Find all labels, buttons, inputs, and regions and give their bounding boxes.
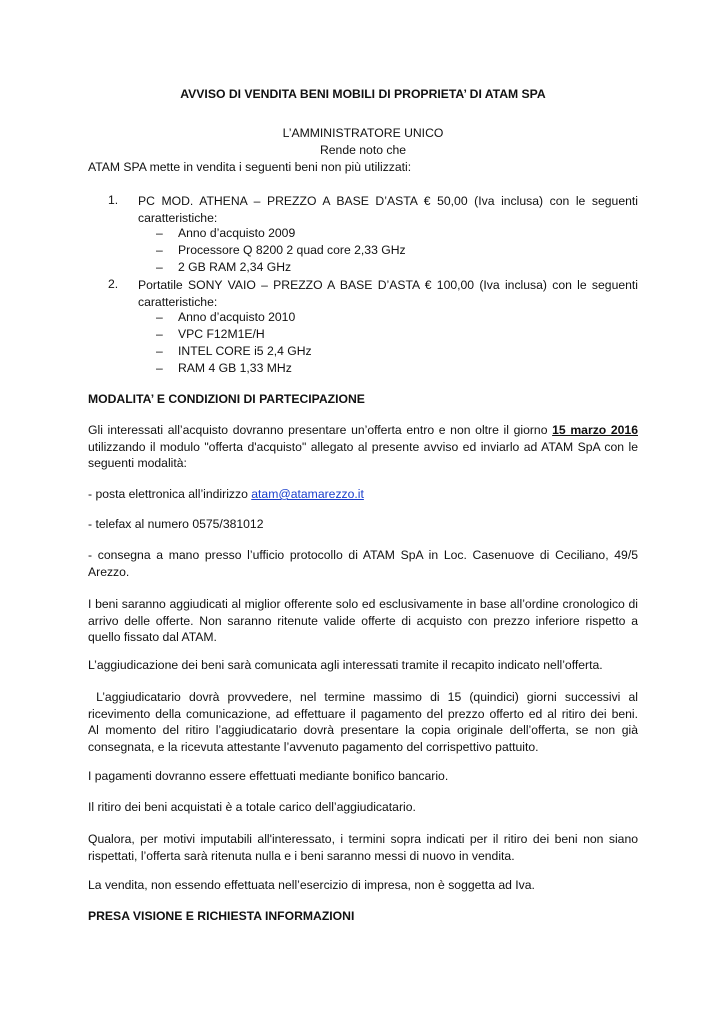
feature-item [156, 310, 295, 324]
paragraph-line: - consegna a mano presso l’ufficio protocollo di ATAM SpA in Loc. Casenuove di Ceciliano, 49/5 [88, 548, 638, 562]
paragraph-line: Arezzo. [88, 564, 130, 579]
paragraph-comunicazione: L’aggiudicazione dei beni sarà comunicata agli interessati tramite il recapito indicato nell’offerta. [88, 658, 603, 672]
item-description [138, 193, 638, 226]
dash-bullet: – [156, 243, 163, 257]
paragraph-line: arrivo delle offerte. Non saranno ritenute valide offerte di acquisto con prezzo inferiore rispetto a [88, 613, 638, 628]
paragraph-line: Al momento del ritiro l’aggiudicatario dovrà presentare la copia originale dell’offerta, se non già [88, 723, 638, 738]
paragraph-offer [88, 422, 638, 472]
paragraph-line: consegnata, e la ricevuta attestante l’avvenuto pagamento del corrispettivo pattuito. [88, 739, 539, 754]
feature-text: VPC F12M1E/H [178, 327, 265, 341]
feature-text: Anno d’acquisto 2010 [178, 310, 296, 324]
feature-item [156, 327, 265, 341]
email-label: - posta elettronica all’indirizzo [88, 487, 252, 501]
paragraph-pagamento-ritiro [88, 689, 638, 755]
feature-item [156, 344, 312, 358]
feature-text: Processore Q 8200 2 quad core 2,33 GHz [178, 243, 406, 257]
feature-item [156, 226, 295, 240]
feature-text: RAM 4 GB 1,33 MHz [178, 361, 292, 375]
fax-line: - telefax al numero 0575/381012 [88, 517, 264, 531]
item-description [138, 277, 638, 310]
paragraph-bonifico: I pagamenti dovranno essere effettuati mediante bonifico bancario. [88, 769, 449, 783]
deadline-date: 15 marzo 2016 [552, 423, 638, 437]
paragraph-line: ricevimento della comunicazione, ad effettuare il pagamento del prezzo offerto ed al ritiro dei beni. [88, 706, 638, 721]
dash-bullet: – [156, 361, 163, 375]
item-number: 1. [108, 193, 119, 207]
section-heading-presa-visione: PRESA VISIONE E RICHIESTA INFORMAZIONI [88, 909, 355, 923]
item-line: Portatile SONY VAIO – PREZZO A BASE D’ASTA € 100,00 (Iva inclusa) con le seguenti [138, 278, 638, 292]
item-number: 2. [108, 277, 119, 291]
email-link[interactable]: atam@atamarezzo.it [251, 487, 364, 501]
feature-item [156, 260, 291, 274]
item-line: caratteristiche: [138, 210, 218, 225]
paragraph-consegna [88, 547, 638, 580]
feature-item [156, 243, 406, 257]
paragraph-line: utilizzando il modulo "offerta d'acquisto" allegato al presente avviso ed inviarlo ad ATAM SpA con le [88, 439, 638, 454]
paragraph-line: seguenti modalità: [88, 456, 187, 471]
section-heading-modalita: MODALITA’ E CONDIZIONI DI PARTECIPAZIONE [88, 392, 365, 406]
paragraph-iva: La vendita, non essendo effettuata nell’esercizio di impresa, non è soggetta ad Iva. [88, 878, 535, 892]
dash-bullet: – [156, 344, 163, 358]
feature-text: 2 GB RAM 2,34 GHz [178, 260, 292, 274]
feature-text: Anno d’acquisto 2009 [178, 226, 296, 240]
document-title: AVVISO DI VENDITA BENI MOBILI DI PROPRIETA’ DI ATAM SPA [180, 87, 546, 101]
paragraph-text: Gli interessati all’acquisto dovranno presentare un’offerta entro e non oltre il giorno [88, 423, 553, 437]
administrator-line: L’AMMINISTRATORE UNICO [282, 126, 444, 140]
item-line: caratteristiche: [138, 294, 218, 309]
paragraph-line: L’aggiudicatario dovrà provvedere, nel termine massimo di 15 (quindici) giorni successivi al [88, 690, 638, 704]
feature-item [156, 361, 292, 375]
dash-bullet: – [156, 226, 163, 240]
paragraph-line: quello fissato dal ATAM. [88, 630, 217, 645]
paragraph-line: rispettati, l’offerta sarà ritenuta nulla e i beni saranno messi di nuovo in vendita. [88, 848, 515, 863]
email-line [88, 487, 364, 501]
rende-noto-line: Rende noto che [319, 143, 407, 157]
paragraph-line: I beni saranno aggiudicati al miglior offerente solo ed esclusivamente in base all’ordine cronologico di [88, 597, 638, 611]
paragraph-inadempienza [88, 831, 638, 864]
dash-bullet: – [156, 260, 163, 274]
dash-bullet: – [156, 327, 163, 341]
paragraph-aggiudicazione-criteri [88, 596, 638, 646]
paragraph-line [88, 422, 638, 439]
dash-bullet: – [156, 310, 163, 324]
paragraph-ritiro-carico: Il ritiro dei beni acquistati è a totale carico dell’aggiudicatario. [88, 800, 416, 814]
feature-text: INTEL CORE i5 2,4 GHz [178, 344, 312, 358]
intro-text: ATAM SPA mette in vendita i seguenti beni non più utilizzati: [88, 160, 412, 174]
paragraph-line: Qualora, per motivi imputabili all'interessato, i termini sopra indicati per il ritiro dei beni non siano [88, 832, 638, 846]
item-line: PC MOD. ATHENA – PREZZO A BASE D’ASTA € 50,00 (Iva inclusa) con le seguenti [138, 194, 638, 208]
